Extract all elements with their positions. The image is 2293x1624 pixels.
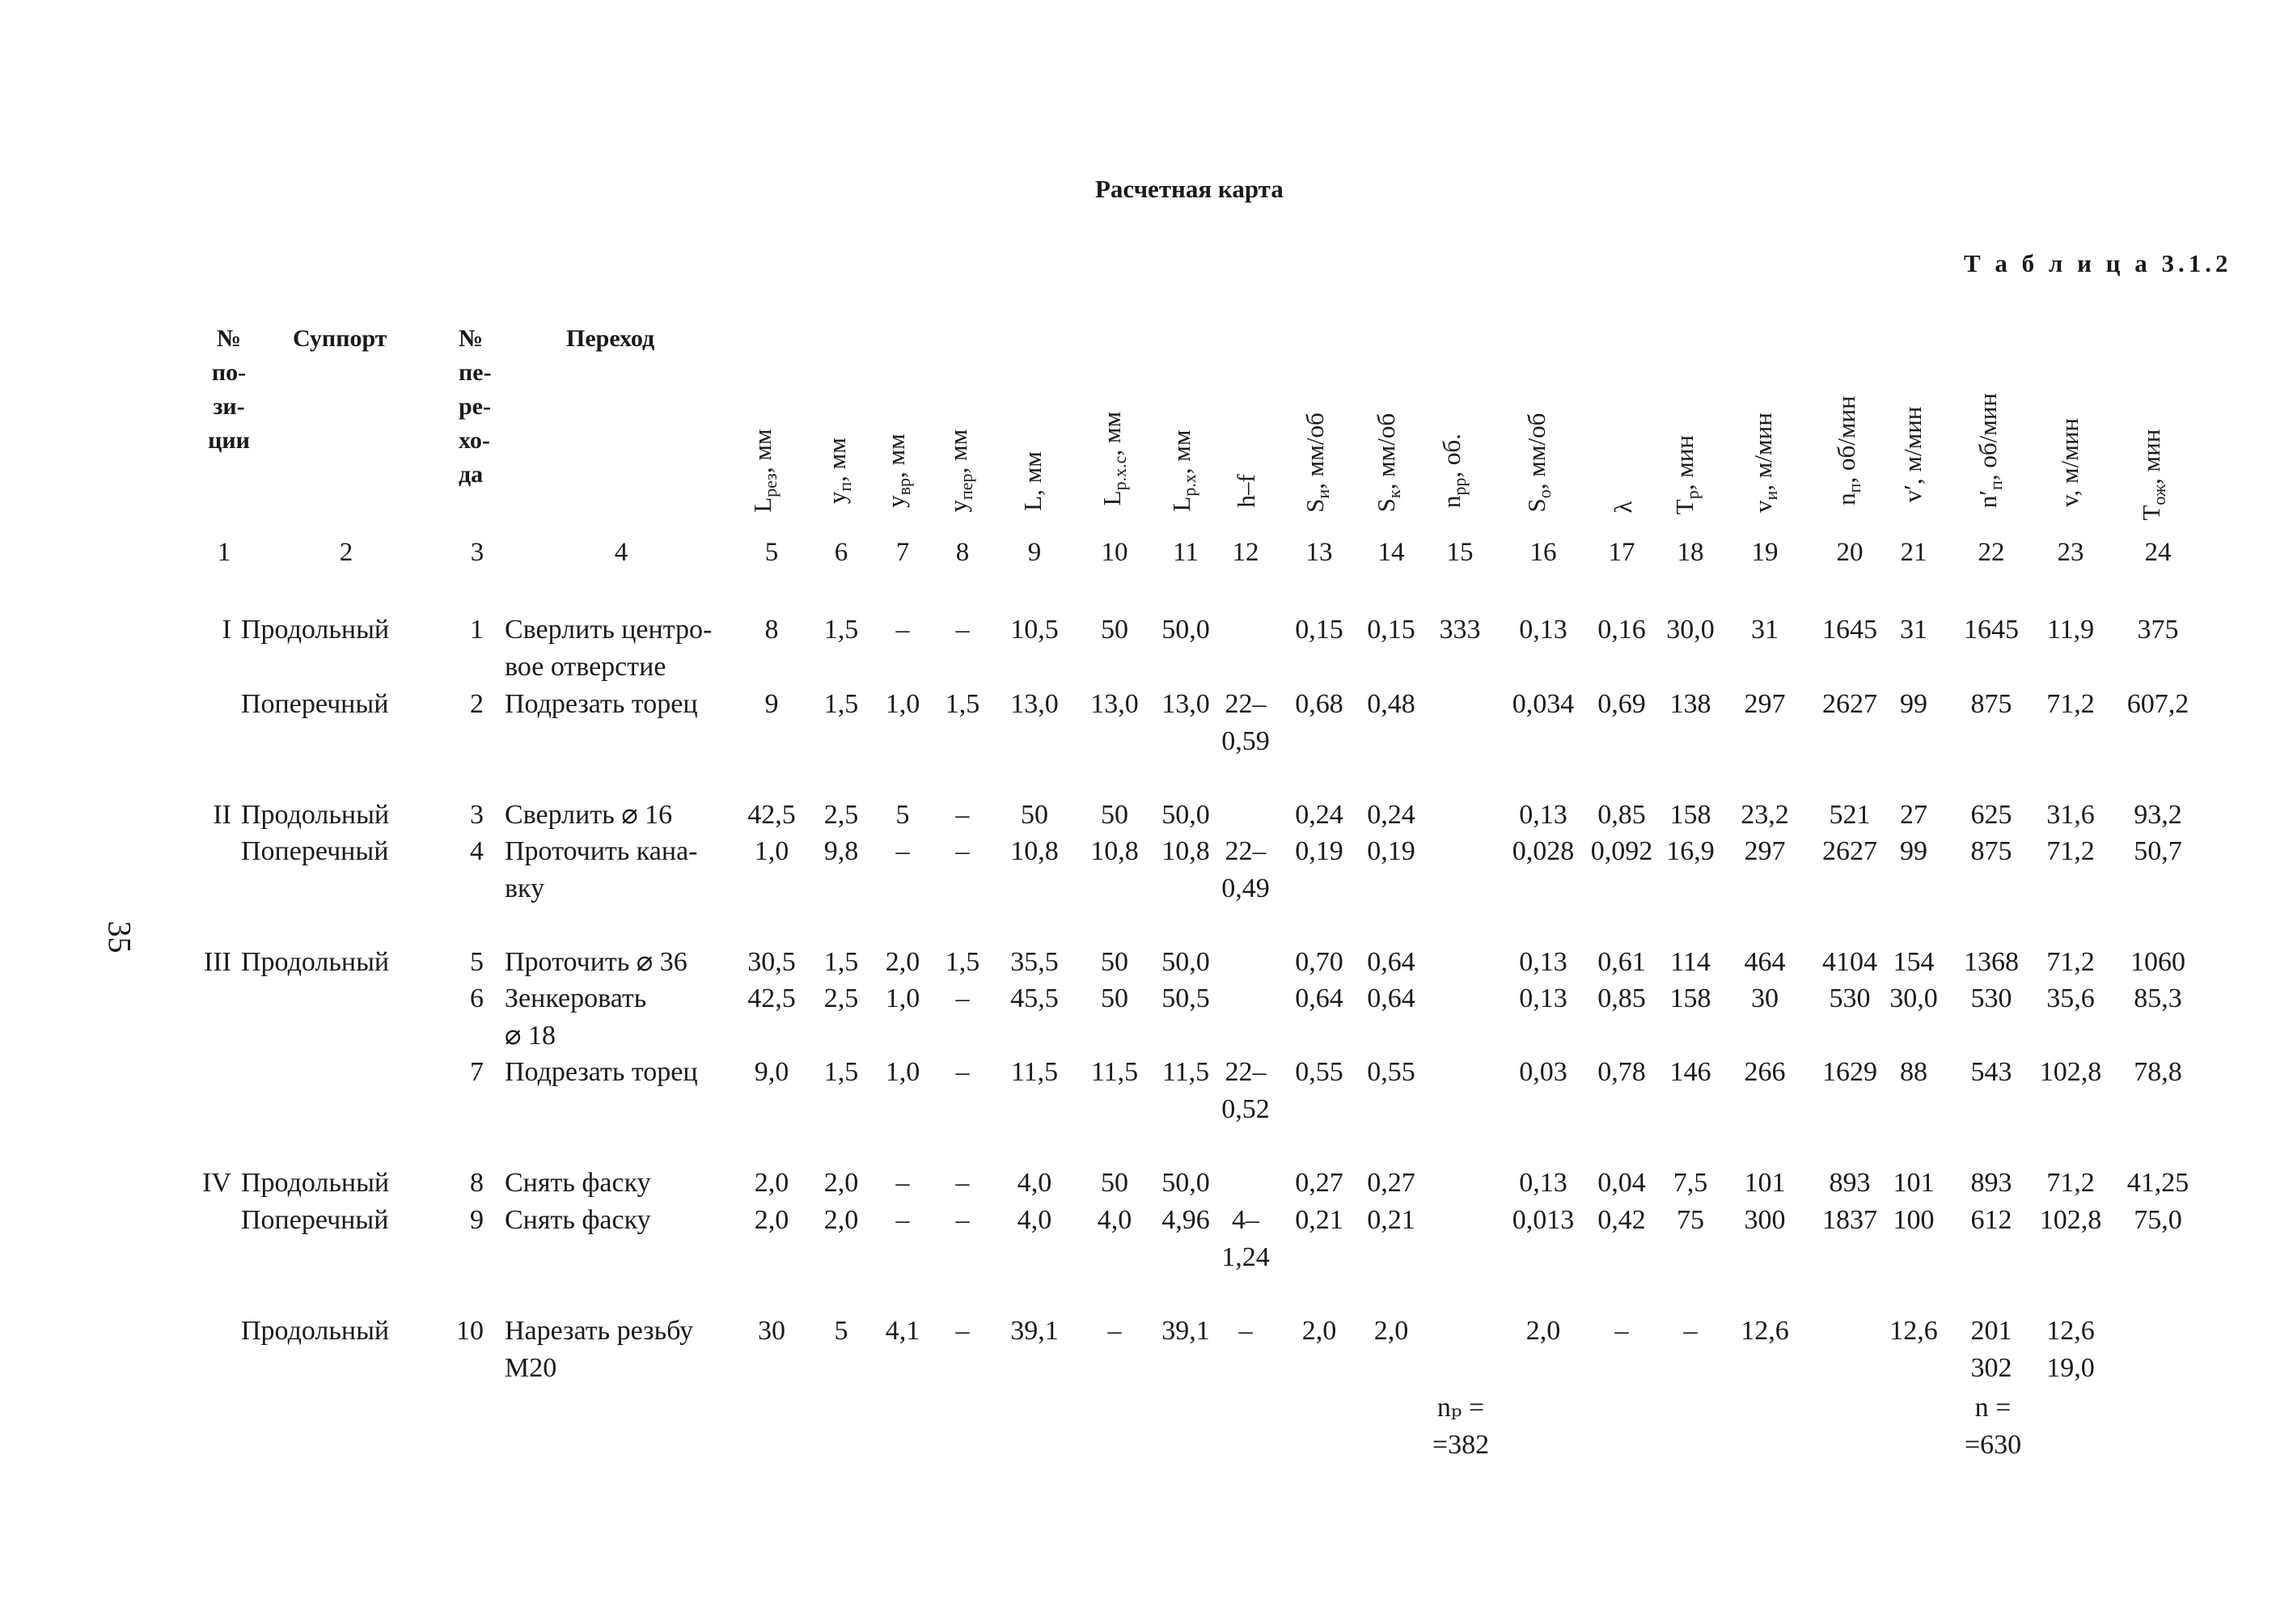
cell-col-10: 50: [1101, 800, 1128, 830]
cell-col-24: 375: [2137, 615, 2179, 645]
cell-col-11: 11,5: [1161, 1057, 1210, 1087]
header-y-vr: $y_{вр}$, мм: [881, 433, 915, 508]
cell-col-10: 50: [1101, 1168, 1128, 1198]
cell-col-10: 10,8: [1090, 836, 1139, 866]
header-v-prime: v′, м/мин: [1898, 406, 1927, 503]
cell-col-16: 0,13: [1519, 1168, 1567, 1198]
cell-col-20: 1645: [1822, 615, 1877, 645]
cell-col-20: 2627: [1822, 689, 1877, 719]
cell-col-16: 0,13: [1519, 983, 1567, 1013]
column-number: 16: [1529, 538, 1557, 567]
cell-col-24: 607,2: [2126, 689, 2189, 719]
cell-col-8: –: [955, 1316, 970, 1346]
cell-col-8: –: [955, 1057, 970, 1087]
cell-col-13: 0,27: [1295, 1168, 1343, 1198]
cell-col-13: 0,68: [1295, 689, 1343, 719]
cell-col-20: 2627: [1822, 836, 1877, 866]
cell-col-21: 99: [1900, 836, 1927, 866]
header-s-o: $S_о$, мм/об: [1521, 412, 1555, 513]
cell-col-18: 75: [1677, 1205, 1704, 1235]
cell-col-23: 12,6 19,0: [2046, 1316, 2095, 1383]
cell-col-17: 0,092: [1590, 836, 1653, 866]
header-y-p: $y_п$, мм: [822, 438, 856, 505]
column-number: 17: [1608, 538, 1635, 567]
cell-col-22: 893: [1970, 1168, 2012, 1198]
cell-col-18: 16,9: [1666, 836, 1715, 866]
cell-col-12: 22– 0,52: [1221, 1057, 1270, 1124]
column-number: 24: [2144, 538, 2172, 567]
column-number: 14: [1377, 538, 1405, 567]
cell-col-22: 201 302: [1970, 1316, 2012, 1383]
cell-transition-number: 2: [470, 689, 484, 719]
header-s-k: $S_к$, мм/об: [1371, 412, 1405, 513]
cell-col-23: 31,6: [2046, 800, 2095, 830]
header-transition-number: № пе- ре- хо- да: [459, 325, 492, 488]
cell-col-21: 154: [1893, 947, 1935, 977]
cell-col-18: 158: [1669, 800, 1711, 830]
header-l-rez: $L_{рез}$, мм: [747, 429, 781, 513]
column-number: 9: [1027, 538, 1042, 567]
cell-col-9: 4,0: [1017, 1205, 1052, 1235]
cell-col-12: 4– 1,24: [1221, 1205, 1270, 1272]
cell-col-6: 1,5: [823, 689, 859, 719]
header-n-p: $n_п$, об/мин: [1831, 395, 1865, 505]
cell-position: I: [222, 615, 231, 645]
cell-col-5: 8: [764, 615, 779, 645]
cell-col-7: 5: [895, 800, 910, 830]
column-number: 3: [470, 538, 484, 567]
header-transition: Переход: [566, 325, 655, 352]
cell-col-6: 2,0: [823, 1168, 859, 1198]
cell-col-11: 13,0: [1161, 689, 1210, 719]
cell-col-5: 30,5: [747, 947, 796, 977]
cell-col-7: –: [895, 1168, 910, 1198]
column-number: 7: [895, 538, 910, 567]
column-number: 23: [2057, 538, 2084, 567]
cell-col-18: 146: [1669, 1057, 1711, 1087]
cell-col-21: 12,6: [1889, 1316, 1938, 1346]
cell-col-24: 75,0: [2134, 1205, 2182, 1235]
cell-col-10: 13,0: [1090, 689, 1139, 719]
cell-col-11: 4,96: [1161, 1205, 1210, 1235]
cell-col-10: 11,5: [1090, 1057, 1139, 1087]
cell-col-9: 13,0: [1010, 689, 1059, 719]
cell-col-13: 0,19: [1295, 836, 1343, 866]
page-number: 35: [101, 920, 138, 954]
cell-col-7: –: [895, 615, 910, 645]
cell-col-19: 30: [1751, 983, 1779, 1013]
cell-transition: Нарезать резьбу М20: [505, 1316, 694, 1383]
cell-col-6: 1,5: [823, 615, 859, 645]
cell-col-7: 4,1: [885, 1316, 920, 1346]
cell-col-15: 333: [1439, 615, 1481, 645]
cell-col-11: 50,0: [1161, 615, 1210, 645]
cell-col-20: 1837: [1822, 1205, 1877, 1235]
cell-support: Продольный: [241, 800, 390, 830]
header-v: v, м/мин: [2055, 417, 2084, 508]
cell-col-21: 30,0: [1889, 983, 1938, 1013]
cell-col-16: 0,028: [1512, 836, 1575, 866]
cell-col-17: 0,61: [1597, 947, 1646, 977]
cell-col-16: 0,13: [1519, 615, 1567, 645]
cell-col-23: 71,2: [2046, 689, 2095, 719]
header-t-oj: $T_{ож}$, мин: [2136, 429, 2170, 521]
cell-col-16: 0,13: [1519, 800, 1567, 830]
cell-col-18: –: [1683, 1316, 1698, 1346]
cell-col-8: –: [955, 615, 970, 645]
cell-support: Продольный: [241, 1168, 390, 1198]
cell-col-13: 0,21: [1295, 1205, 1343, 1235]
cell-col-19: 297: [1744, 689, 1786, 719]
header-l: L, мм: [1018, 451, 1047, 511]
cell-col-5: 9,0: [754, 1057, 789, 1087]
cell-col-6: 9,8: [823, 836, 859, 866]
cell-col-9: 11,5: [1010, 1057, 1059, 1087]
column-number: 15: [1446, 538, 1474, 567]
cell-col-24: 85,3: [2134, 983, 2182, 1013]
cell-col-24: 50,7: [2134, 836, 2182, 866]
cell-col-13: 0,55: [1295, 1057, 1343, 1087]
cell-position: II: [213, 800, 231, 830]
cell-col-19: 266: [1744, 1057, 1786, 1087]
cell-col-14: 0,64: [1367, 983, 1415, 1013]
cell-col-14: 0,19: [1367, 836, 1415, 866]
cell-col-23: 35,6: [2046, 983, 2095, 1013]
cell-col-21: 101: [1893, 1168, 1935, 1198]
cell-col-10: 50: [1101, 983, 1128, 1013]
header-l-rxs: $L_{р.х.с}$, мм: [1097, 411, 1131, 506]
cell-col-17: –: [1614, 1316, 1629, 1346]
header-l-rx: $L_{р.х}$, мм: [1166, 429, 1200, 512]
cell-transition-number: 10: [456, 1316, 484, 1346]
cell-col-9: 4,0: [1017, 1168, 1052, 1198]
cell-support: Продольный: [241, 1316, 390, 1346]
cell-col-14: 0,64: [1367, 947, 1415, 977]
footer-n: n = =630: [1964, 1393, 2022, 1460]
cell-col-7: 1,0: [885, 1057, 920, 1087]
cell-col-13: 0,64: [1295, 983, 1343, 1013]
cell-col-23: 11,9: [2046, 615, 2095, 645]
cell-col-16: 0,013: [1512, 1205, 1575, 1235]
cell-col-5: 1,0: [754, 836, 789, 866]
column-number: 8: [955, 538, 970, 567]
cell-transition-number: 9: [470, 1205, 484, 1235]
cell-support: Поперечный: [241, 836, 389, 866]
cell-col-9: 10,8: [1010, 836, 1059, 866]
cell-col-8: –: [955, 1168, 970, 1198]
column-number: 6: [834, 538, 848, 567]
cell-col-6: 5: [834, 1316, 848, 1346]
column-number: 1: [217, 538, 231, 567]
header-position: № по- зи- ции: [208, 325, 250, 454]
header-support: Суппорт: [293, 325, 387, 352]
cell-col-10: 50: [1101, 947, 1128, 977]
cell-col-7: –: [895, 836, 910, 866]
cell-col-23: 102,8: [2039, 1205, 2102, 1235]
cell-col-17: 0,16: [1597, 615, 1646, 645]
column-number: 21: [1900, 538, 1927, 567]
cell-col-6: 2,5: [823, 800, 859, 830]
cell-col-10: 4,0: [1097, 1205, 1132, 1235]
cell-col-23: 71,2: [2046, 947, 2095, 977]
cell-col-5: 9: [764, 689, 779, 719]
cell-col-9: 45,5: [1010, 983, 1059, 1013]
cell-transition: Подрезать торец: [505, 689, 698, 719]
cell-col-12: 22– 0,59: [1221, 689, 1270, 756]
cell-col-17: 0,04: [1597, 1168, 1646, 1198]
header-s-i: $S_и$, мм/об: [1300, 412, 1334, 513]
column-number: 19: [1751, 538, 1779, 567]
cell-col-17: 0,78: [1597, 1057, 1646, 1087]
cell-col-23: 102,8: [2039, 1057, 2102, 1087]
cell-col-11: 10,8: [1161, 836, 1210, 866]
cell-transition-number: 4: [470, 836, 484, 866]
cell-col-11: 39,1: [1161, 1316, 1210, 1346]
cell-col-20: 893: [1829, 1168, 1871, 1198]
cell-col-8: 1,5: [945, 689, 980, 719]
cell-col-20: 4104: [1822, 947, 1877, 977]
cell-transition: Сверлить ⌀ 16: [505, 800, 673, 830]
cell-col-5: 2,0: [754, 1168, 789, 1198]
cell-col-18: 30,0: [1666, 615, 1715, 645]
header-y-per: $y_{пер}$, мм: [943, 429, 977, 513]
header-n-p-prime: $n'_п$, об/мин: [1973, 392, 2007, 509]
column-number: 22: [1978, 538, 2005, 567]
cell-transition: Подрезать торец: [505, 1057, 698, 1087]
cell-col-13: 2,0: [1301, 1316, 1337, 1346]
cell-position: III: [204, 947, 231, 977]
column-number: 2: [339, 538, 353, 567]
cell-transition-number: 8: [470, 1168, 484, 1198]
cell-col-12: –: [1238, 1316, 1253, 1346]
cell-col-8: –: [955, 836, 970, 866]
cell-col-9: 39,1: [1010, 1316, 1059, 1346]
cell-col-7: 1,0: [885, 689, 920, 719]
cell-col-24: 41,25: [2126, 1168, 2189, 1198]
cell-transition: Проточить кана- вку: [505, 836, 698, 903]
cell-col-21: 88: [1900, 1057, 1927, 1087]
cell-col-21: 31: [1900, 615, 1927, 645]
cell-col-22: 1368: [1964, 947, 2019, 977]
cell-col-20: 521: [1829, 800, 1871, 830]
cell-col-9: 50: [1021, 800, 1048, 830]
cell-col-12: 22– 0,49: [1221, 836, 1270, 903]
column-number: 11: [1173, 538, 1199, 567]
cell-col-16: 0,13: [1519, 947, 1567, 977]
cell-col-13: 0,24: [1295, 800, 1343, 830]
cell-transition: Снять фаску: [505, 1168, 651, 1198]
cell-col-14: 0,27: [1367, 1168, 1415, 1198]
cell-col-6: 2,0: [823, 1205, 859, 1235]
cell-col-18: 158: [1669, 983, 1711, 1013]
cell-col-21: 100: [1893, 1205, 1935, 1235]
cell-col-8: –: [955, 983, 970, 1013]
cell-col-19: 464: [1744, 947, 1786, 977]
cell-support: Поперечный: [241, 1205, 389, 1235]
cell-col-19: 31: [1751, 615, 1779, 645]
cell-col-9: 35,5: [1010, 947, 1059, 977]
cell-col-19: 12,6: [1741, 1316, 1789, 1346]
cell-col-17: 0,85: [1597, 983, 1646, 1013]
cell-col-18: 7,5: [1673, 1168, 1708, 1198]
header-v-i: $v_и$, м/мин: [1748, 412, 1782, 513]
cell-col-5: 42,5: [747, 983, 796, 1013]
cell-col-19: 101: [1744, 1168, 1786, 1198]
cell-col-22: 875: [1970, 836, 2012, 866]
cell-col-14: 0,55: [1367, 1057, 1415, 1087]
cell-col-16: 0,03: [1519, 1057, 1567, 1087]
cell-col-22: 875: [1970, 689, 2012, 719]
cell-col-21: 27: [1900, 800, 1927, 830]
cell-col-22: 530: [1970, 983, 2012, 1013]
cell-col-22: 625: [1970, 800, 2012, 830]
cell-transition: Зенкеровать ⌀ 18: [505, 983, 647, 1051]
cell-col-22: 612: [1970, 1205, 2012, 1235]
cell-col-8: 1,5: [945, 947, 980, 977]
column-number: 20: [1836, 538, 1864, 567]
cell-support: Продольный: [241, 947, 390, 977]
column-number: 5: [764, 538, 779, 567]
cell-col-8: –: [955, 1205, 970, 1235]
cell-col-8: –: [955, 800, 970, 830]
cell-col-6: 1,5: [823, 947, 859, 977]
cell-col-17: 0,42: [1597, 1205, 1646, 1235]
cell-col-11: 50,0: [1161, 800, 1210, 830]
cell-col-16: 0,034: [1512, 689, 1575, 719]
column-number: 4: [614, 538, 628, 567]
cell-transition-number: 3: [470, 800, 484, 830]
cell-col-14: 0,24: [1367, 800, 1415, 830]
cell-col-6: 2,5: [823, 983, 859, 1013]
cell-transition: Сверлить центро- вое отверстие: [505, 615, 713, 682]
header-lambda: λ: [1609, 501, 1637, 514]
header-h-f: h–f: [1232, 474, 1260, 508]
cell-col-24: 78,8: [2134, 1057, 2182, 1087]
cell-col-14: 0,48: [1367, 689, 1415, 719]
cell-col-14: 0,21: [1367, 1205, 1415, 1235]
cell-col-5: 42,5: [747, 800, 796, 830]
cell-transition-number: 7: [470, 1057, 484, 1087]
cell-col-18: 138: [1669, 689, 1711, 719]
cell-col-22: 1645: [1964, 615, 2019, 645]
cell-col-24: 1060: [2130, 947, 2185, 977]
cell-col-23: 71,2: [2046, 1168, 2095, 1198]
page-title: Расчетная карта: [1095, 175, 1284, 203]
cell-col-5: 2,0: [754, 1205, 789, 1235]
cell-support: Поперечный: [241, 689, 389, 719]
cell-col-20: 530: [1829, 983, 1871, 1013]
cell-col-14: 2,0: [1373, 1316, 1409, 1346]
cell-col-13: 0,15: [1295, 615, 1343, 645]
column-number: 12: [1232, 538, 1259, 567]
cell-col-10: –: [1107, 1316, 1122, 1346]
column-number: 10: [1101, 538, 1128, 567]
cell-col-11: 50,0: [1161, 947, 1210, 977]
cell-col-7: –: [895, 1205, 910, 1235]
cell-col-24: 93,2: [2134, 800, 2182, 830]
cell-support: Продольный: [241, 615, 390, 645]
cell-col-11: 50,5: [1161, 983, 1210, 1013]
column-number: 18: [1677, 538, 1704, 567]
cell-col-19: 23,2: [1741, 800, 1789, 830]
cell-col-17: 0,85: [1597, 800, 1646, 830]
cell-position: IV: [202, 1168, 231, 1198]
cell-col-21: 99: [1900, 689, 1927, 719]
cell-transition-number: 6: [470, 983, 484, 1013]
cell-col-16: 2,0: [1525, 1316, 1561, 1346]
cell-col-19: 300: [1744, 1205, 1786, 1235]
table-number: Т а б л и ц а 3.1.2: [1964, 249, 2232, 277]
cell-col-7: 1,0: [885, 983, 920, 1013]
cell-col-5: 30: [758, 1316, 785, 1346]
cell-col-14: 0,15: [1367, 615, 1415, 645]
cell-col-20: 1629: [1822, 1057, 1877, 1087]
cell-col-22: 543: [1970, 1057, 2012, 1087]
header-n-rr: $n_{рр}$, об.: [1436, 433, 1470, 509]
cell-col-17: 0,69: [1597, 689, 1646, 719]
cell-transition: Проточить ⌀ 36: [505, 947, 687, 977]
cell-col-9: 10,5: [1010, 615, 1059, 645]
cell-col-11: 50,0: [1161, 1168, 1210, 1198]
cell-transition: Снять фаску: [505, 1205, 651, 1235]
column-number: 13: [1305, 538, 1333, 567]
cell-transition-number: 5: [470, 947, 484, 977]
cell-col-7: 2,0: [885, 947, 920, 977]
header-t-r: $T_р$, мин: [1669, 434, 1703, 515]
footer-np: nₚ = =382: [1432, 1393, 1490, 1460]
cell-col-6: 1,5: [823, 1057, 859, 1087]
cell-col-23: 71,2: [2046, 836, 2095, 866]
cell-col-10: 50: [1101, 615, 1128, 645]
cell-col-18: 114: [1670, 947, 1711, 977]
cell-transition-number: 1: [470, 615, 484, 645]
cell-col-13: 0,70: [1295, 947, 1343, 977]
cell-col-19: 297: [1744, 836, 1786, 866]
